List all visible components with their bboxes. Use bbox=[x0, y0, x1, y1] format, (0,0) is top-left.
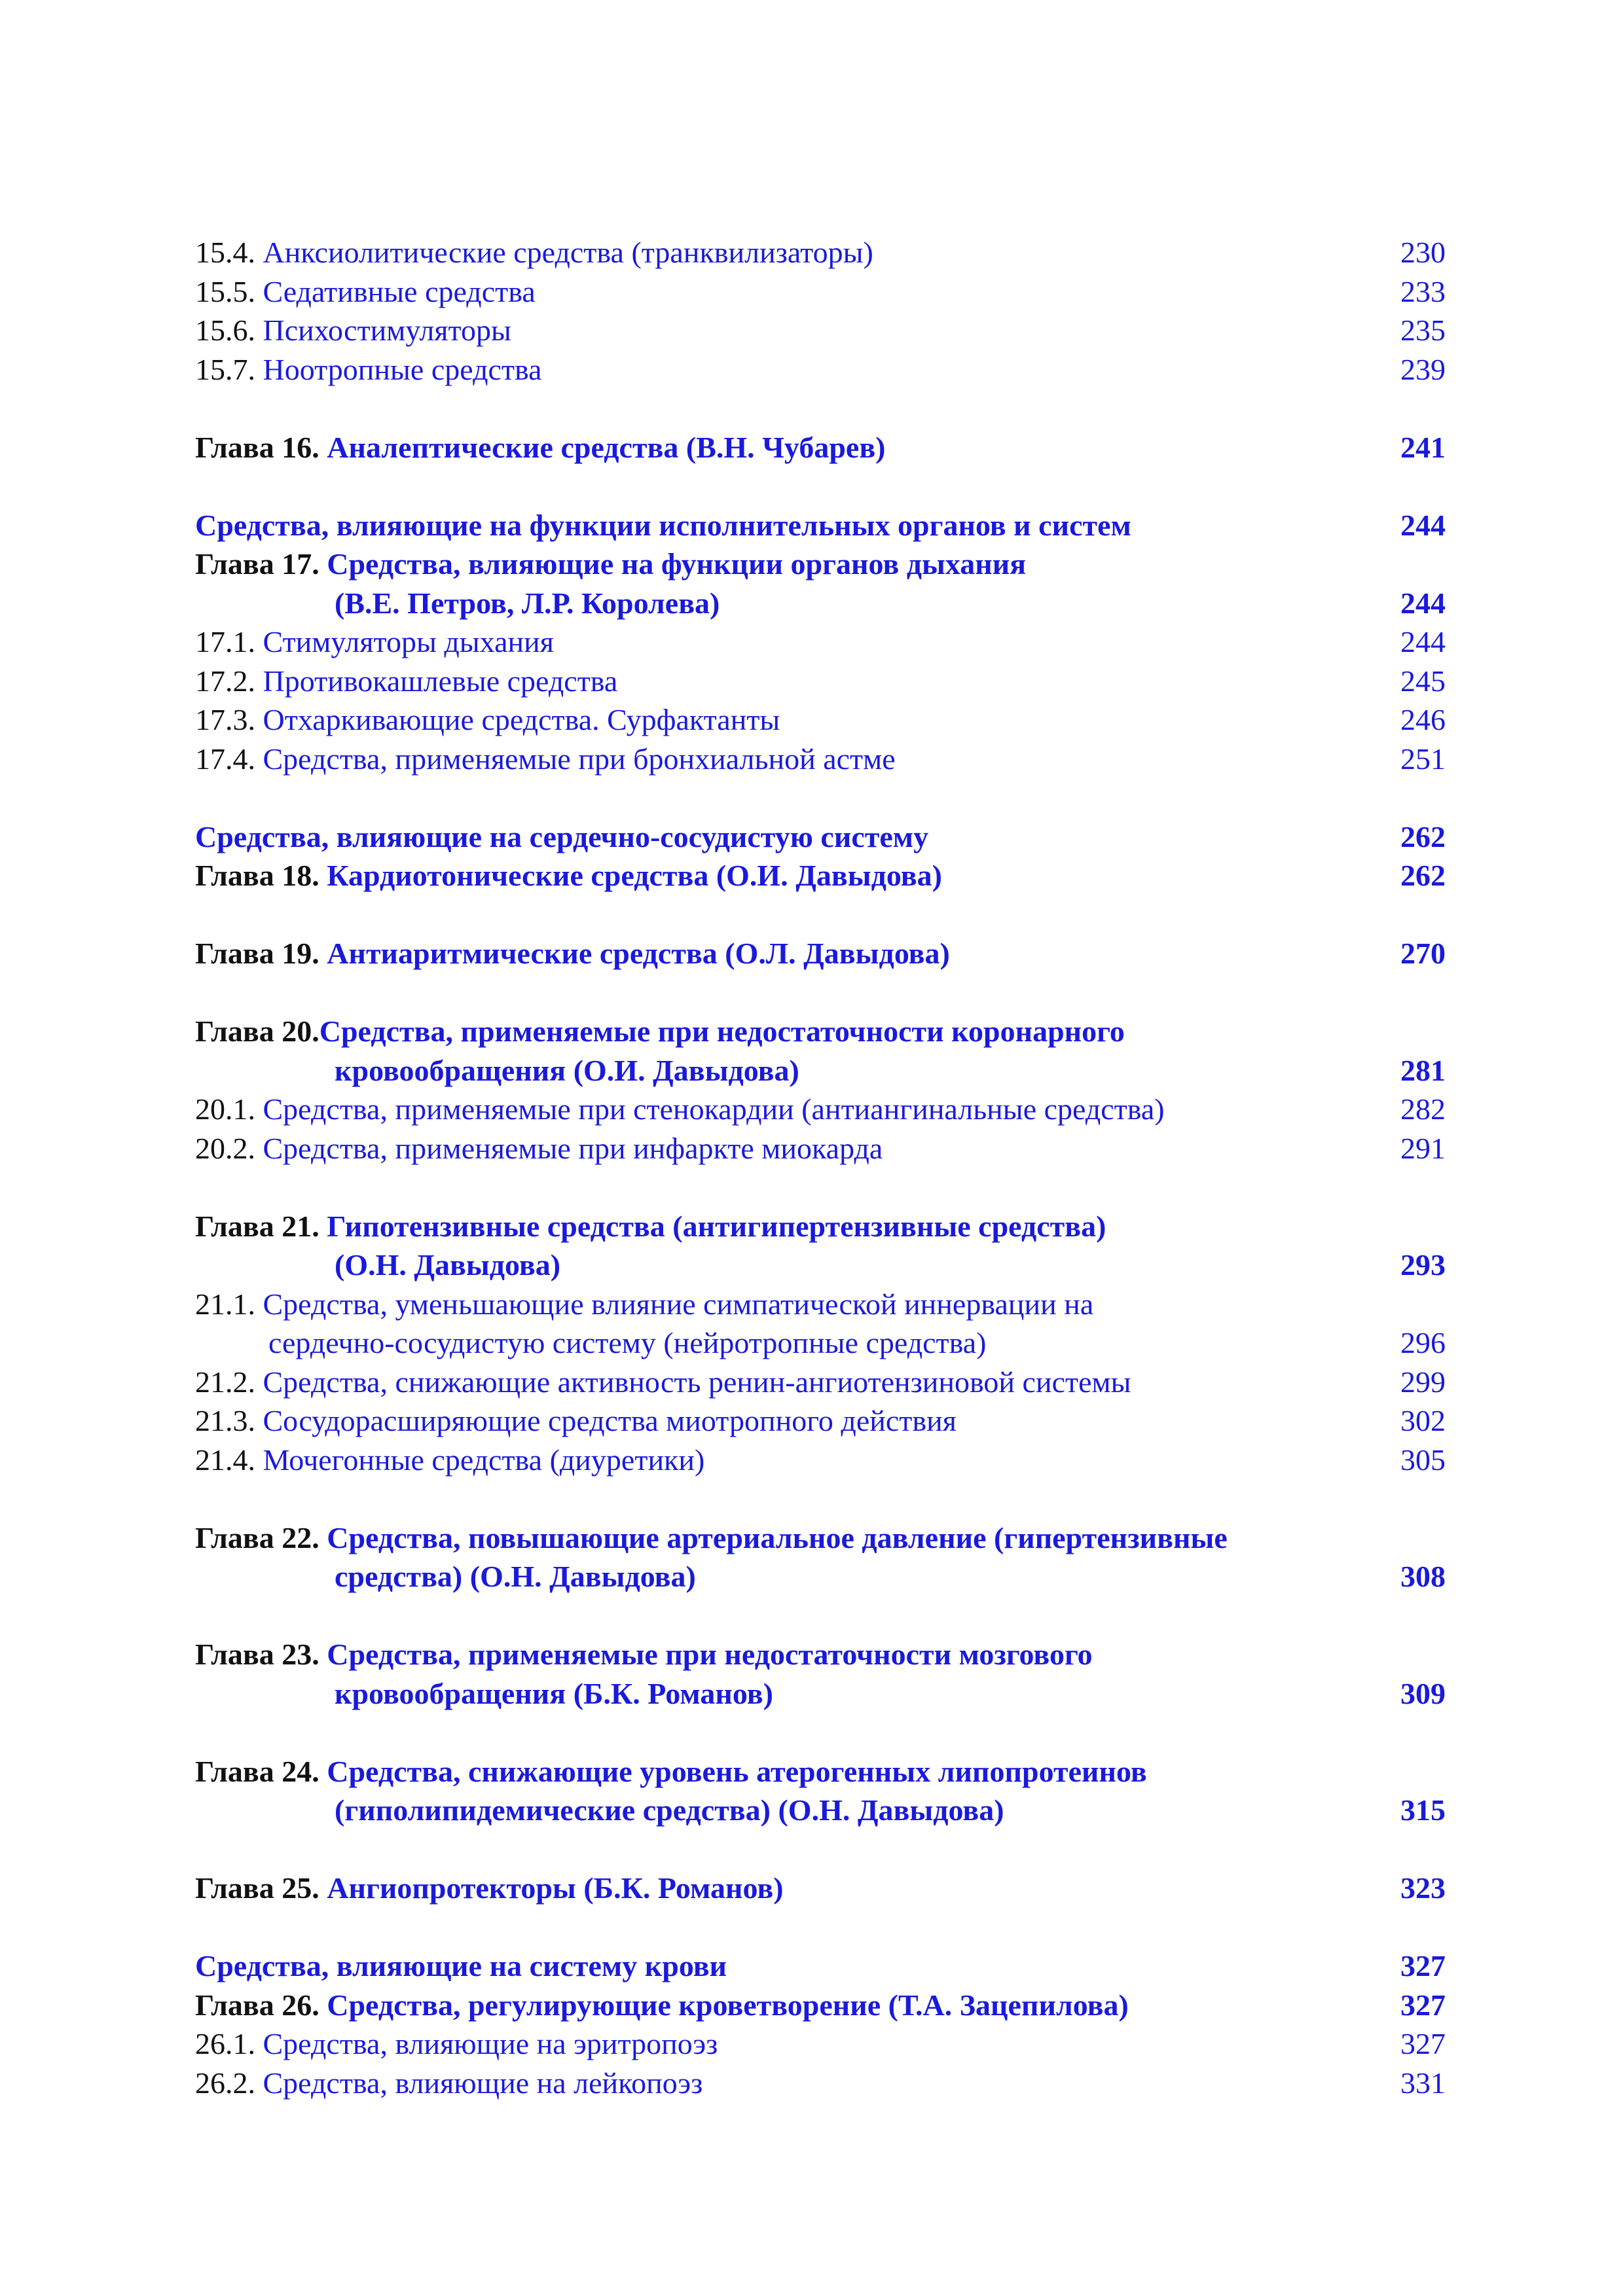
entry-title[interactable]: Средства, влияющие на лейкопоэз bbox=[263, 2066, 703, 2100]
entry-number: 15.4. bbox=[195, 236, 255, 269]
toc-chapter-21-continued[interactable] bbox=[195, 1246, 1446, 1285]
section-title[interactable]: Средства, влияющие на сердечно-сосудистую систему bbox=[195, 819, 929, 853]
entry-page[interactable]: 305 bbox=[1400, 1443, 1446, 1477]
spacer bbox=[195, 389, 1446, 428]
entry-number: 17.4. bbox=[195, 742, 255, 776]
chapter-title[interactable]: Средства, влияющие на функции органов дыхания bbox=[327, 547, 1027, 581]
chapter-title[interactable]: Средства, снижающие уровень атерогенных липопротеинов bbox=[327, 1754, 1147, 1788]
chapter-title[interactable]: Средства, повышающие артериальное давление (гипертензивные bbox=[327, 1520, 1228, 1554]
entry-number: 15.5. bbox=[195, 274, 255, 308]
entry-title[interactable]: Сосудорасширяющие средства миотропного действия bbox=[263, 1404, 957, 1437]
toc-chapter-19[interactable] bbox=[195, 934, 1446, 973]
toc-entry-21-1[interactable] bbox=[195, 1285, 1446, 1324]
entry-number: 15.7. bbox=[195, 352, 255, 386]
spacer bbox=[195, 1596, 1446, 1636]
entry-title-continued[interactable]: сердечно-сосудистую систему (нейротропные средства) bbox=[268, 1326, 987, 1359]
chapter-title-continued[interactable]: кровообращения (О.И. Давыдова) bbox=[335, 1053, 799, 1087]
toc-entry-21-2[interactable] bbox=[195, 1363, 1446, 1402]
chapter-number: Глава 25. bbox=[195, 1871, 319, 1905]
entry-page[interactable]: 302 bbox=[1400, 1404, 1446, 1437]
chapter-number: Глава 16. bbox=[195, 430, 319, 464]
entry-title[interactable]: Средства, уменьшающие влияние симпатической иннервации на bbox=[263, 1287, 1094, 1321]
section-title[interactable]: Средства, влияющие на систему крови bbox=[195, 1949, 727, 1982]
entry-number: 20.1. bbox=[195, 1092, 255, 1126]
entry-title[interactable]: Противокашлевые средства bbox=[263, 664, 618, 698]
toc-entry-17-3[interactable] bbox=[195, 700, 1446, 740]
entry-number: 21.3. bbox=[195, 1404, 255, 1437]
toc-chapter-20[interactable] bbox=[195, 1012, 1446, 1051]
entry-page[interactable]: 230 bbox=[1400, 236, 1446, 269]
entry-title[interactable]: Средства, применяемые при бронхиальной астме bbox=[263, 742, 896, 776]
entry-title[interactable]: Средства, применяемые при инфаркте миокарда bbox=[263, 1131, 883, 1165]
entry-title[interactable]: Мочегонные средства (диуретики) bbox=[263, 1443, 705, 1477]
entry-number: 26.2. bbox=[195, 2066, 255, 2100]
chapter-title[interactable]: Средства, регулирующие кроветворение (Т.А. Зацепилова) bbox=[327, 1988, 1129, 2022]
entry-page[interactable]: 327 bbox=[1400, 2027, 1446, 2060]
chapter-page[interactable]: 308 bbox=[1400, 1560, 1446, 1593]
entry-number: 17.1. bbox=[195, 625, 255, 658]
entry-page[interactable]: 233 bbox=[1400, 274, 1446, 308]
toc-chapter-25[interactable] bbox=[195, 1869, 1446, 1908]
chapter-title[interactable]: Ангиопротекторы (Б.К. Романов) bbox=[327, 1871, 784, 1905]
chapter-title[interactable]: Антиаритмические средства (О.Л. Давыдова) bbox=[327, 937, 950, 970]
toc-chapter-24-continued[interactable] bbox=[195, 1791, 1446, 1830]
toc-chapter-16[interactable] bbox=[195, 428, 1446, 467]
chapter-title[interactable]: Гипотензивные средства (антигипертензивные средства) bbox=[327, 1209, 1106, 1243]
chapter-title[interactable]: Средства, применяемые при недостаточности мозгового bbox=[327, 1638, 1093, 1671]
entry-page[interactable]: 245 bbox=[1400, 664, 1446, 698]
toc-section-blood-system[interactable] bbox=[195, 1946, 1446, 1986]
toc-entry-15-5[interactable] bbox=[195, 272, 1446, 312]
toc-entry-17-2[interactable] bbox=[195, 662, 1446, 701]
entry-number: 20.2. bbox=[195, 1131, 255, 1165]
chapter-title[interactable]: Кардиотонические средства (О.И. Давыдова) bbox=[327, 859, 942, 892]
toc-entry-21-3[interactable] bbox=[195, 1401, 1446, 1441]
chapter-page[interactable]: 244 bbox=[1400, 586, 1446, 620]
chapter-page[interactable]: 309 bbox=[1400, 1676, 1446, 1710]
entry-page[interactable]: 291 bbox=[1400, 1131, 1446, 1165]
section-page[interactable]: 327 bbox=[1400, 1949, 1446, 1982]
chapter-title-continued[interactable]: (О.Н. Давыдова) bbox=[335, 1248, 561, 1282]
entry-title[interactable]: Средства, влияющие на эритропоэз bbox=[263, 2027, 718, 2060]
spacer bbox=[195, 1908, 1446, 1947]
table-of-contents bbox=[195, 233, 1446, 2102]
chapter-number: Глава 22. bbox=[195, 1520, 319, 1554]
entry-number: 21.1. bbox=[195, 1287, 255, 1321]
spacer bbox=[195, 895, 1446, 935]
entry-page[interactable]: 246 bbox=[1400, 703, 1446, 736]
entry-title[interactable]: Средства, применяемые при стенокардии (антиангинальные средства) bbox=[263, 1092, 1165, 1126]
toc-entry-17-4[interactable] bbox=[195, 740, 1446, 779]
chapter-page[interactable]: 281 bbox=[1400, 1053, 1446, 1087]
entry-page[interactable]: 251 bbox=[1400, 742, 1446, 776]
chapter-page[interactable]: 327 bbox=[1400, 1988, 1446, 2022]
entry-page[interactable]: 239 bbox=[1400, 352, 1446, 386]
spacer bbox=[195, 1830, 1446, 1869]
chapter-number: Глава 24. bbox=[195, 1754, 319, 1788]
entry-number: 17.2. bbox=[195, 664, 255, 698]
entry-number: 21.4. bbox=[195, 1443, 255, 1477]
toc-section-executive-organs[interactable] bbox=[195, 506, 1446, 545]
entry-page[interactable]: 244 bbox=[1400, 625, 1446, 658]
spacer bbox=[195, 1479, 1446, 1518]
toc-entry-21-1-continued[interactable] bbox=[195, 1323, 1446, 1363]
spacer bbox=[195, 973, 1446, 1013]
entry-title[interactable]: Седативные средства bbox=[263, 274, 536, 308]
chapter-number: Глава 21. bbox=[195, 1209, 319, 1243]
chapter-title-continued[interactable]: (гиполипидемические средства) (О.Н. Давыдова) bbox=[335, 1793, 1004, 1827]
chapter-title-continued[interactable]: кровообращения (Б.К. Романов) bbox=[335, 1676, 773, 1710]
chapter-page[interactable]: 293 bbox=[1400, 1248, 1446, 1282]
toc-entry-21-4[interactable] bbox=[195, 1441, 1446, 1480]
chapter-number: Глава 18. bbox=[195, 859, 319, 892]
entry-page[interactable]: 296 bbox=[1400, 1326, 1446, 1359]
toc-chapter-21[interactable] bbox=[195, 1207, 1446, 1246]
chapter-number: Глава 17. bbox=[195, 547, 319, 581]
spacer bbox=[195, 778, 1446, 817]
entry-page[interactable]: 282 bbox=[1400, 1092, 1446, 1126]
toc-section-cardiovascular[interactable] bbox=[195, 817, 1446, 857]
entry-title[interactable]: Отхаркивающие средства. Сурфактанты bbox=[263, 703, 780, 736]
chapter-page[interactable]: 270 bbox=[1400, 937, 1446, 970]
entry-page[interactable]: 299 bbox=[1400, 1365, 1446, 1399]
chapter-number: Глава 19. bbox=[195, 937, 319, 970]
toc-chapter-26[interactable] bbox=[195, 1986, 1446, 2025]
spacer bbox=[195, 1168, 1446, 1207]
toc-entry-26-2[interactable] bbox=[195, 2064, 1446, 2103]
entry-title[interactable]: Ноотропные средства bbox=[263, 352, 542, 386]
section-page[interactable]: 244 bbox=[1400, 508, 1446, 542]
toc-chapter-22[interactable] bbox=[195, 1518, 1446, 1558]
entry-page[interactable]: 331 bbox=[1400, 2066, 1446, 2100]
entry-number: 17.3. bbox=[195, 703, 255, 736]
toc-chapter-18[interactable] bbox=[195, 856, 1446, 895]
entry-title[interactable]: Стимуляторы дыхания bbox=[263, 625, 554, 658]
chapter-title-continued[interactable]: (В.Е. Петров, Л.Р. Королева) bbox=[335, 586, 720, 620]
toc-chapter-24[interactable] bbox=[195, 1752, 1446, 1791]
chapter-page[interactable]: 262 bbox=[1400, 859, 1446, 892]
toc-chapter-23[interactable] bbox=[195, 1635, 1446, 1674]
toc-entry-20-1[interactable] bbox=[195, 1090, 1446, 1129]
section-title[interactable]: Средства, влияющие на функции исполнительных органов и систем bbox=[195, 508, 1131, 542]
toc-chapter-23-continued[interactable] bbox=[195, 1674, 1446, 1713]
toc-chapter-22-continued[interactable] bbox=[195, 1557, 1446, 1596]
section-page[interactable]: 262 bbox=[1400, 819, 1446, 853]
entry-number: 21.2. bbox=[195, 1365, 255, 1399]
entry-page[interactable]: 235 bbox=[1400, 314, 1446, 347]
toc-chapter-17[interactable] bbox=[195, 545, 1446, 584]
spacer bbox=[195, 1713, 1446, 1752]
toc-entry-15-4[interactable] bbox=[195, 233, 1446, 272]
entry-title[interactable]: Психостимуляторы bbox=[263, 314, 511, 347]
chapter-page[interactable]: 315 bbox=[1400, 1793, 1446, 1827]
chapter-page[interactable]: 323 bbox=[1400, 1871, 1446, 1905]
toc-chapter-17-continued[interactable] bbox=[195, 584, 1446, 623]
toc-entry-17-1[interactable] bbox=[195, 622, 1446, 662]
chapter-title-continued[interactable]: средства) (О.Н. Давыдова) bbox=[335, 1560, 696, 1593]
entry-number: 26.1. bbox=[195, 2027, 255, 2060]
entry-title[interactable]: Средства, снижающие активность ренин-ангиотензиновой системы bbox=[263, 1365, 1131, 1399]
toc-entry-15-7[interactable] bbox=[195, 350, 1446, 389]
chapter-page[interactable]: 241 bbox=[1400, 430, 1446, 464]
toc-chapter-20-continued[interactable] bbox=[195, 1051, 1446, 1090]
chapter-number: Глава 26. bbox=[195, 1988, 319, 2022]
chapter-title[interactable]: Аналептические средства (В.Н. Чубарев) bbox=[327, 430, 886, 464]
entry-title[interactable]: Анксиолитические средства (транквилизаторы) bbox=[263, 236, 873, 269]
spacer bbox=[195, 467, 1446, 506]
chapter-number: Глава 23. bbox=[195, 1638, 319, 1671]
toc-entry-15-6[interactable] bbox=[195, 311, 1446, 350]
chapter-number: Глава 20. bbox=[195, 1014, 319, 1048]
chapter-title[interactable]: Средства, применяемые при недостаточности коронарного bbox=[319, 1014, 1125, 1048]
toc-entry-20-2[interactable] bbox=[195, 1129, 1446, 1168]
toc-entry-26-1[interactable] bbox=[195, 2024, 1446, 2064]
entry-number: 15.6. bbox=[195, 314, 255, 347]
